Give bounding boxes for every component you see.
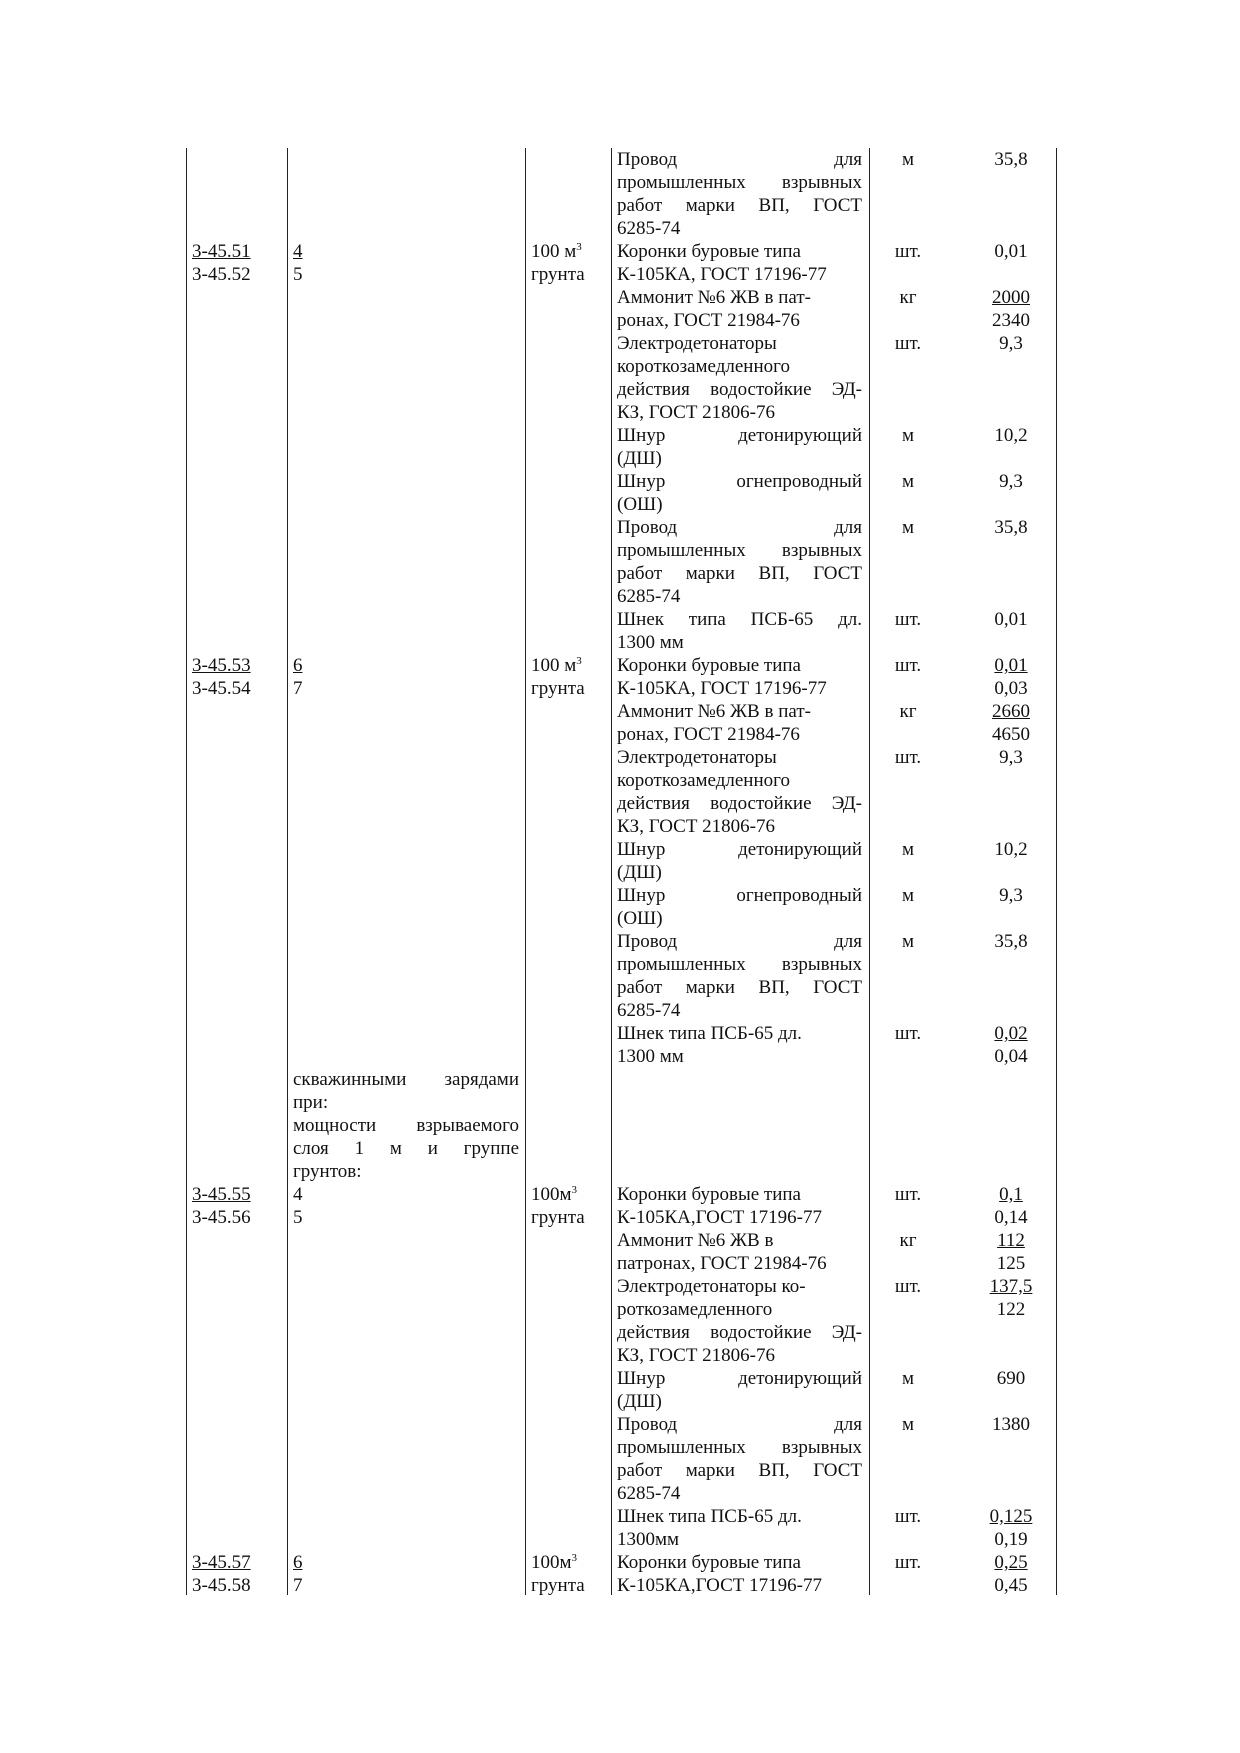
unit-cell: шт. xyxy=(894,1184,922,1205)
section-heading-text: скважинными зарядами xyxy=(293,1069,519,1090)
material-cell: Электродетонаторы ко- xyxy=(617,1276,806,1297)
material-cell: Шнур детонирующий xyxy=(617,425,862,446)
unit-cell: шт. xyxy=(894,609,922,630)
unit-cell: м xyxy=(901,1368,915,1389)
material-cell: действия водостойкие ЭД- xyxy=(617,1322,862,1343)
value-cell: 4650 xyxy=(992,724,1030,745)
material-cell: ронах, ГОСТ 21984-76 xyxy=(617,724,800,745)
value-cell: 122 xyxy=(996,1299,1026,1320)
code-cell: 3-45.51 xyxy=(192,241,251,262)
value-cell: 2660 xyxy=(992,701,1030,722)
material-cell: Коронки буровые типа xyxy=(617,1552,801,1573)
material-cell: К-105КА,ГОСТ 17196-77 xyxy=(617,1207,822,1228)
material-cell: ронах, ГОСТ 21984-76 xyxy=(617,310,800,331)
material-cell: Провод для xyxy=(617,1414,862,1435)
unit-cell: м xyxy=(901,1414,915,1435)
material-cell: Шнек типа ПСБ-65 дл. xyxy=(617,1506,802,1527)
unit-cell: м xyxy=(901,517,915,538)
material-cell: 1300мм xyxy=(617,1529,680,1550)
description-cell: 7 xyxy=(293,678,303,699)
material-cell: Аммонит №6 ЖВ в пат- xyxy=(617,287,811,308)
table-border-left xyxy=(186,148,187,1595)
value-cell: 690 xyxy=(996,1368,1026,1389)
unit-cell: м xyxy=(901,931,915,952)
code-cell: 3-45.53 xyxy=(192,655,251,676)
description-cell: 4 xyxy=(293,1184,303,1205)
unit-cell: кг xyxy=(899,701,917,722)
value-cell: 137,5 xyxy=(989,1276,1033,1297)
value-cell: 10,2 xyxy=(994,839,1028,860)
material-cell: действия водостойкие ЭД- xyxy=(617,379,862,400)
value-cell: 125 xyxy=(996,1253,1026,1274)
material-cell: Коронки буровые типа xyxy=(617,1184,801,1205)
value-cell: 0,14 xyxy=(994,1207,1028,1228)
unit-cell: м xyxy=(901,839,915,860)
value-cell: 0,01 xyxy=(994,609,1028,630)
code-cell: 3-45.54 xyxy=(192,678,251,699)
material-cell: работ марки ВП, ГОСТ xyxy=(617,195,862,216)
column-divider xyxy=(611,148,612,1595)
material-cell: Шнек типа ПСБ-65 дл. xyxy=(617,1023,802,1044)
column-divider xyxy=(525,148,526,1595)
value-cell: 0,01 xyxy=(994,241,1028,262)
section-heading-text: слоя 1 м и группе xyxy=(293,1138,519,1159)
material-cell: К-105КА, ГОСТ 17196-77 xyxy=(617,678,827,699)
material-cell: 1300 мм xyxy=(617,1046,684,1067)
unit-cell: м xyxy=(901,471,915,492)
unit-cell: шт. xyxy=(894,1023,922,1044)
material-cell: промышленных взрывных xyxy=(617,540,862,561)
material-cell: Шнур огнепроводный xyxy=(617,471,862,492)
measure-unit-cell: 100 $м^3$ xyxy=(531,655,582,676)
material-cell: промышленных взрывных xyxy=(617,1437,862,1458)
material-cell: КЗ, ГОСТ 21806-76 xyxy=(617,1345,776,1366)
code-cell: 3-45.58 xyxy=(192,1575,251,1596)
norms-table xyxy=(186,148,1057,1595)
unit-cell: м xyxy=(901,885,915,906)
material-cell: работ марки ВП, ГОСТ xyxy=(617,1460,862,1481)
material-cell: Электродетонаторы xyxy=(617,747,777,768)
section-heading-text: грунтов: xyxy=(293,1161,362,1182)
material-cell: (ОШ) xyxy=(617,494,663,515)
measure-unit-cell: грунта xyxy=(531,1575,585,1596)
value-cell: 10,2 xyxy=(994,425,1028,446)
value-cell: 9,3 xyxy=(999,747,1023,768)
material-cell: (ОШ) xyxy=(617,908,663,929)
value-cell: 0,1 xyxy=(999,1184,1023,1205)
material-cell: 1300 мм xyxy=(617,632,684,653)
description-cell: 6 xyxy=(293,1552,303,1573)
measure-unit-cell: грунта xyxy=(531,1207,585,1228)
value-cell: 1380 xyxy=(992,1414,1030,1435)
material-cell: 6285-74 xyxy=(617,218,681,239)
material-cell: 6285-74 xyxy=(617,1483,681,1504)
material-cell: Аммонит №6 ЖВ в пат- xyxy=(617,701,811,722)
unit-cell: кг xyxy=(899,287,917,308)
material-cell: 6285-74 xyxy=(617,586,681,607)
measure-unit-cell: 100 $м^3$ xyxy=(531,241,582,262)
value-cell: 0,125 xyxy=(989,1506,1033,1527)
measure-unit-cell: грунта xyxy=(531,678,585,699)
unit-cell: шт. xyxy=(894,1276,922,1297)
unit-cell: шт. xyxy=(894,333,922,354)
value-cell: 35,8 xyxy=(994,931,1028,952)
material-cell: работ марки ВП, ГОСТ xyxy=(617,977,862,998)
material-cell: короткозамедленного xyxy=(617,770,790,791)
unit-cell: м xyxy=(901,149,915,170)
value-cell: 0,04 xyxy=(994,1046,1028,1067)
unit-cell: кг xyxy=(899,1230,917,1251)
material-cell: действия водостойкие ЭД- xyxy=(617,793,862,814)
value-cell: 35,8 xyxy=(994,517,1028,538)
material-cell: Шнур огнепроводный xyxy=(617,885,862,906)
description-cell: 4 xyxy=(293,241,303,262)
description-cell: 5 xyxy=(293,264,303,285)
material-cell: (ДШ) xyxy=(617,862,662,883)
material-cell: Провод для xyxy=(617,931,862,952)
value-cell: 35,8 xyxy=(994,149,1028,170)
measure-unit-cell: $100м^3$ xyxy=(531,1184,578,1205)
material-cell: 6285-74 xyxy=(617,1000,681,1021)
column-divider xyxy=(287,148,288,1595)
description-cell: 5 xyxy=(293,1207,303,1228)
value-cell: 0,01 xyxy=(994,655,1028,676)
code-cell: 3-45.56 xyxy=(192,1207,251,1228)
unit-cell: шт. xyxy=(894,1506,922,1527)
unit-cell: шт. xyxy=(894,1552,922,1573)
code-cell: 3-45.52 xyxy=(192,264,251,285)
value-cell: 2340 xyxy=(992,310,1030,331)
value-cell: 9,3 xyxy=(999,333,1023,354)
material-cell: К-105КА, ГОСТ 17196-77 xyxy=(617,264,827,285)
value-cell: 2000 xyxy=(992,287,1030,308)
material-cell: патронах, ГОСТ 21984-76 xyxy=(617,1253,827,1274)
unit-cell: шт. xyxy=(894,655,922,676)
value-cell: 0,19 xyxy=(994,1529,1028,1550)
table-border-right xyxy=(1056,148,1057,1595)
material-cell: Провод для xyxy=(617,149,862,170)
measure-unit-cell: грунта xyxy=(531,264,585,285)
column-divider xyxy=(869,148,870,1595)
code-cell: 3-45.55 xyxy=(192,1184,251,1205)
material-cell: Электродетонаторы xyxy=(617,333,777,354)
material-cell: Аммонит №6 ЖВ в xyxy=(617,1230,774,1251)
material-cell: (ДШ) xyxy=(617,448,662,469)
material-cell: Шнек типа ПСБ-65 дл. xyxy=(617,609,862,630)
value-cell: 0,25 xyxy=(994,1552,1028,1573)
value-cell: 0,02 xyxy=(994,1023,1028,1044)
value-cell: 112 xyxy=(997,1230,1025,1251)
material-cell: Шнур детонирующий xyxy=(617,839,862,860)
material-cell: работ марки ВП, ГОСТ xyxy=(617,563,862,584)
material-cell: (ДШ) xyxy=(617,1391,662,1412)
section-heading-text: мощности взрываемого xyxy=(293,1115,519,1136)
measure-unit-cell: $100м^3$ xyxy=(531,1552,578,1573)
value-cell: 0,03 xyxy=(994,678,1028,699)
unit-cell: шт. xyxy=(894,241,922,262)
unit-cell: шт. xyxy=(894,747,922,768)
material-cell: промышленных взрывных xyxy=(617,172,862,193)
material-cell: К-105КА,ГОСТ 17196-77 xyxy=(617,1575,822,1596)
value-cell: 9,3 xyxy=(999,471,1023,492)
description-cell: 6 xyxy=(293,655,303,676)
material-cell: Коронки буровые типа xyxy=(617,241,801,262)
material-cell: Шнур детонирующий xyxy=(617,1368,862,1389)
material-cell: КЗ, ГОСТ 21806-76 xyxy=(617,816,776,837)
value-cell: 0,45 xyxy=(994,1575,1028,1596)
material-cell: Коронки буровые типа xyxy=(617,655,801,676)
section-heading-text: при: xyxy=(293,1092,329,1113)
code-cell: 3-45.57 xyxy=(192,1552,251,1573)
value-cell: 9,3 xyxy=(999,885,1023,906)
material-cell: Провод для xyxy=(617,517,862,538)
material-cell: короткозамедленного xyxy=(617,356,790,377)
material-cell: КЗ, ГОСТ 21806-76 xyxy=(617,402,776,423)
description-cell: 7 xyxy=(293,1575,303,1596)
material-cell: роткозамедленного xyxy=(617,1299,773,1320)
unit-cell: м xyxy=(901,425,915,446)
material-cell: промышленных взрывных xyxy=(617,954,862,975)
